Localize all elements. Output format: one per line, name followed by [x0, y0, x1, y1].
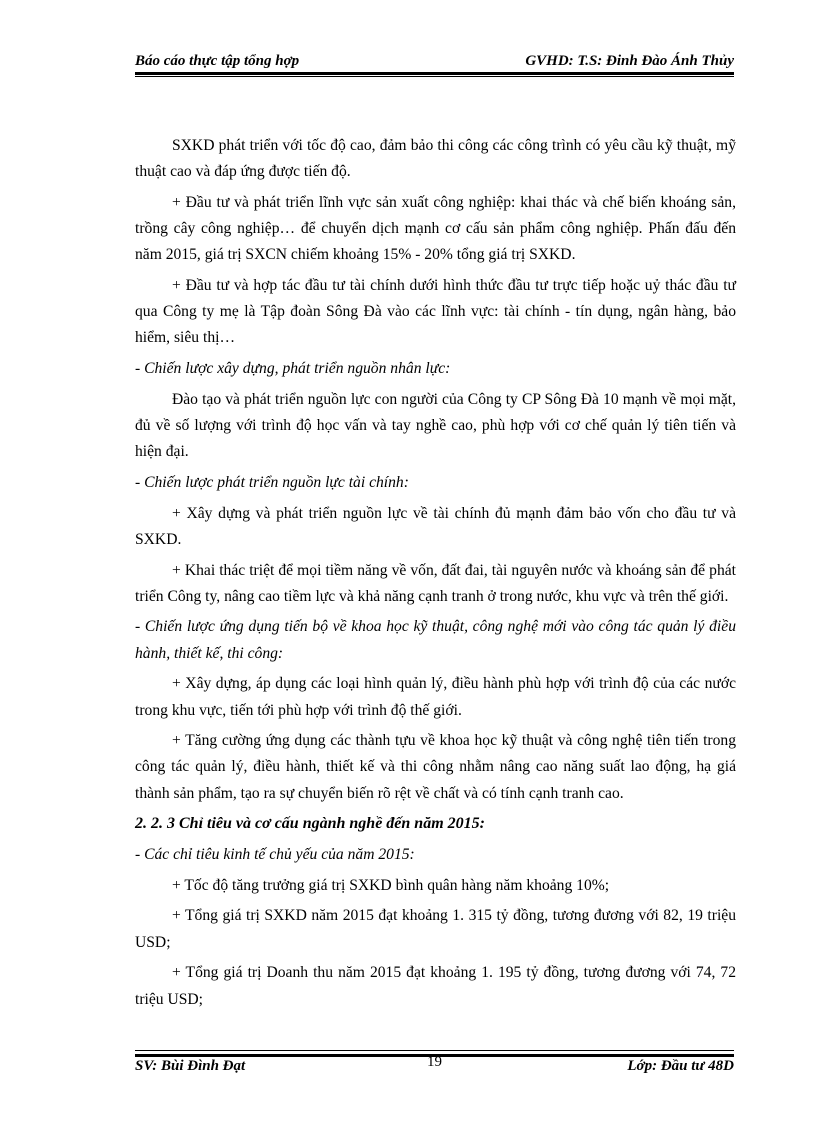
section-subheading: - Các chỉ tiêu kinh tế chủ yếu của năm 2015:: [135, 846, 415, 864]
footer-class: Lớp: Đầu tư 48D: [627, 1058, 734, 1074]
header-advisor: GVHD: T.S: Đinh Đào Ánh Thủy: [525, 53, 734, 69]
body-paragraph: SXKD phát triển với tốc độ cao, đảm bảo thi công các công trình có yêu cầu kỹ thuật, mỹ thuật cao và đáp ứng được tiến độ.: [135, 137, 736, 181]
page-number: 19: [427, 1054, 442, 1070]
body-paragraph: Đào tạo và phát triển nguồn lực con người của Công ty CP Sông Đà 10 mạnh về mọi mặt, đủ về số lượng với trình độ học vấn và tay nghề cao, phù hợp với cơ chế quản lý tiên tiến và hiện đại.: [135, 390, 736, 461]
page-footer: [135, 1054, 734, 1080]
section-subheading: - Chiến lược ứng dụng tiến bộ về khoa học kỹ thuật, công nghệ mới vào công tác quản lý điều hành, thiết kế, thi công:: [135, 618, 736, 662]
section-subheading: - Chiến lược phát triển nguồn lực tài chính:: [135, 473, 409, 491]
page-header: [135, 48, 734, 70]
body-paragraph: + Xây dựng, áp dụng các loại hình quản lý, điều hành phù hợp với trình độ của các nước trong khu vực, tiến tới phù hợp với trình độ thế giới.: [135, 675, 736, 719]
header-report-title: Báo cáo thực tập tổng hợp: [135, 53, 300, 69]
body-paragraph: + Tăng cường ứng dụng các thành tựu về khoa học kỹ thuật và công nghệ tiên tiến trong công tác quản lý, điều hành, thiết kế và thi công nhằm nâng cao năng suất lao động, hạ giá thành sản phẩm, tạo ra sự chuyển biến rõ rệt về chất và có tính cạnh tranh cao.: [135, 732, 736, 802]
body-paragraph: + Tổng giá trị Doanh thu năm 2015 đạt khoảng 1. 195 tỷ đồng, tương đương với 74, 72 triệu USD;: [135, 964, 736, 1008]
header-rule-thin: [135, 76, 734, 77]
body-paragraph: + Tốc độ tăng trưởng giá trị SXKD bình quân hàng năm khoảng 10%;: [172, 876, 610, 894]
body-paragraph: + Đầu tư và phát triển lĩnh vực sản xuất công nghiệp: khai thác và chế biến khoáng sản, trồng cây công nghiệp… để chuyển dịch mạnh cơ cấu sản phẩm công nghiệp. Phấn đấu đến năm 2015, giá trị SXCN chiếm khoảng 15% - 20% tổng giá trị SXKD.: [135, 193, 736, 264]
body-paragraph: + Đầu tư và hợp tác đầu tư tài chính dưới hình thức đầu tư trực tiếp hoặc uỷ thác đầu tư qua Công ty mẹ là Tập đoàn Sông Đà vào các lĩnh vực: tài chính - tín dụng, ngân hàng, bảo hiểm, siêu thị…: [135, 277, 736, 347]
header-rule-thick: [135, 72, 734, 75]
footer-rule-thin: [135, 1050, 734, 1051]
page-body: [135, 133, 736, 1017]
body-paragraph: + Xây dựng và phát triển nguồn lực về tài chính đủ mạnh đảm bảo vốn cho đầu tư và SXKD.: [135, 504, 736, 548]
section-subheading: - Chiến lược xây dựng, phát triển nguồn nhân lực:: [135, 360, 451, 378]
section-heading: 2. 2. 3 Chỉ tiêu và cơ cấu ngành nghề đến năm 2015:: [135, 815, 485, 833]
footer-student: SV: Bùi Đình Đạt: [135, 1058, 246, 1074]
body-paragraph: + Tổng giá trị SXKD năm 2015 đạt khoảng 1. 315 tỷ đồng, tương đương với 82, 19 triệu USD;: [135, 907, 736, 951]
body-paragraph: + Khai thác triệt để mọi tiềm năng về vốn, đất đai, tài nguyên nước và khoáng sản để phát triển Công ty, nâng cao tiềm lực và khả năng cạnh tranh ở trong nước, khu vực và trên thế giới.: [135, 561, 736, 605]
